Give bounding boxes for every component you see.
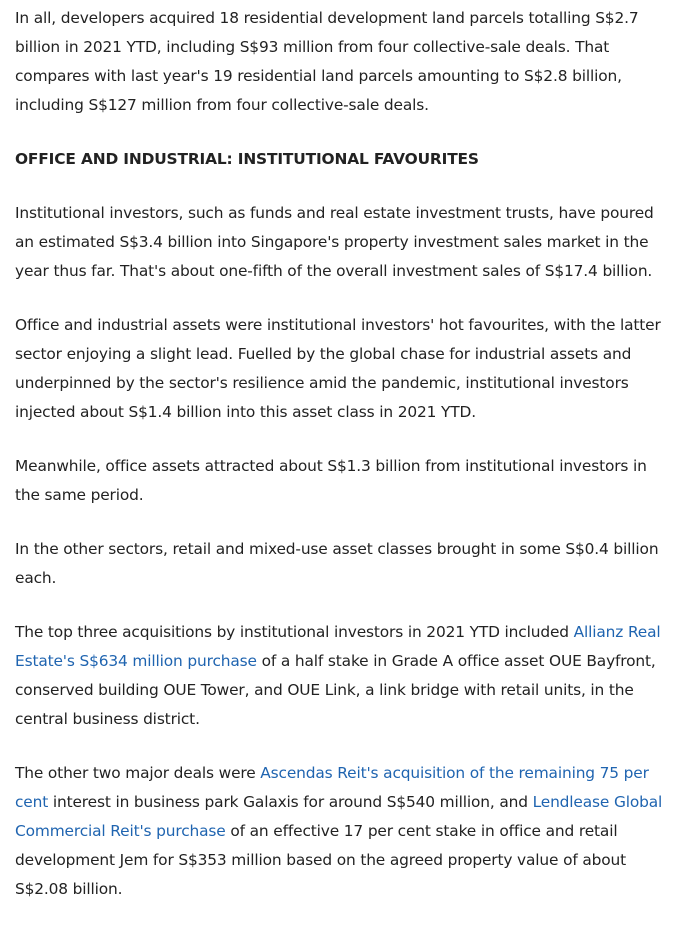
paragraph-office-industrial: Office and industrial assets were institutional investors' hot favourites, with the latter sector enjoying a slight lead. Fuelled by the global chase for industrial assets and underpinned by the sector's resilience amid the pandemic, institutional investors injected about S$1.4 billion into this asset class in 2021 YTD. [15, 316, 661, 421]
paragraph-office-assets: Meanwhile, office assets attracted about S$1.3 billion from institutional investors in the same period. [15, 457, 647, 504]
paragraph-text: of a half stake in Grade A office asset OUE Bayfront, conserved building OUE Tower, and OUE Link, a link bridge with retail units, in the central business district. [15, 652, 656, 728]
paragraph-text: The other two major deals were [15, 764, 261, 782]
lendlease-purchase-link[interactable]: Lendlease Global Commercial Reit's purchase [15, 793, 663, 840]
paragraph-text: interest in business park Galaxis for around S$540 million, and [48, 793, 533, 811]
section-heading: OFFICE AND INDUSTRIAL: INSTITUTIONAL FAVOURITES [15, 150, 479, 168]
paragraph-other-deals [15, 759, 673, 904]
paragraph-text: of an effective 17 per cent stake in office and retail development Jem for S$353 million based on the agreed property value of about S$2.08 billion. [15, 822, 626, 898]
allianz-purchase-link[interactable]: Allianz Real Estate's S$634 million purchase [15, 623, 661, 670]
paragraph-text: The top three acquisitions by institutional investors in 2021 YTD included [15, 623, 574, 641]
paragraph-other-sectors: In the other sectors, retail and mixed-use asset classes brought in some S$0.4 billion each. [15, 540, 659, 587]
paragraph-top-acquisitions [15, 618, 673, 734]
paragraph-institutional-investors: Institutional investors, such as funds and real estate investment trusts, have poured an estimated S$3.4 billion into Singapore's property investment sales market in the year thus far. That's about one-fifth of the overall investment sales of S$17.4 billion. [15, 204, 654, 280]
paragraph-residential-parcels: In all, developers acquired 18 residential development land parcels totalling S$2.7 billion in 2021 YTD, including S$93 million from four collective-sale deals. That compares with last year's 19 residential land parcels amounting to S$2.8 billion, including S$127 million from four collective-sale deals. [15, 9, 639, 114]
ascendas-acquisition-link[interactable]: Ascendas Reit's acquisition of the remaining 75 per cent [15, 764, 649, 811]
